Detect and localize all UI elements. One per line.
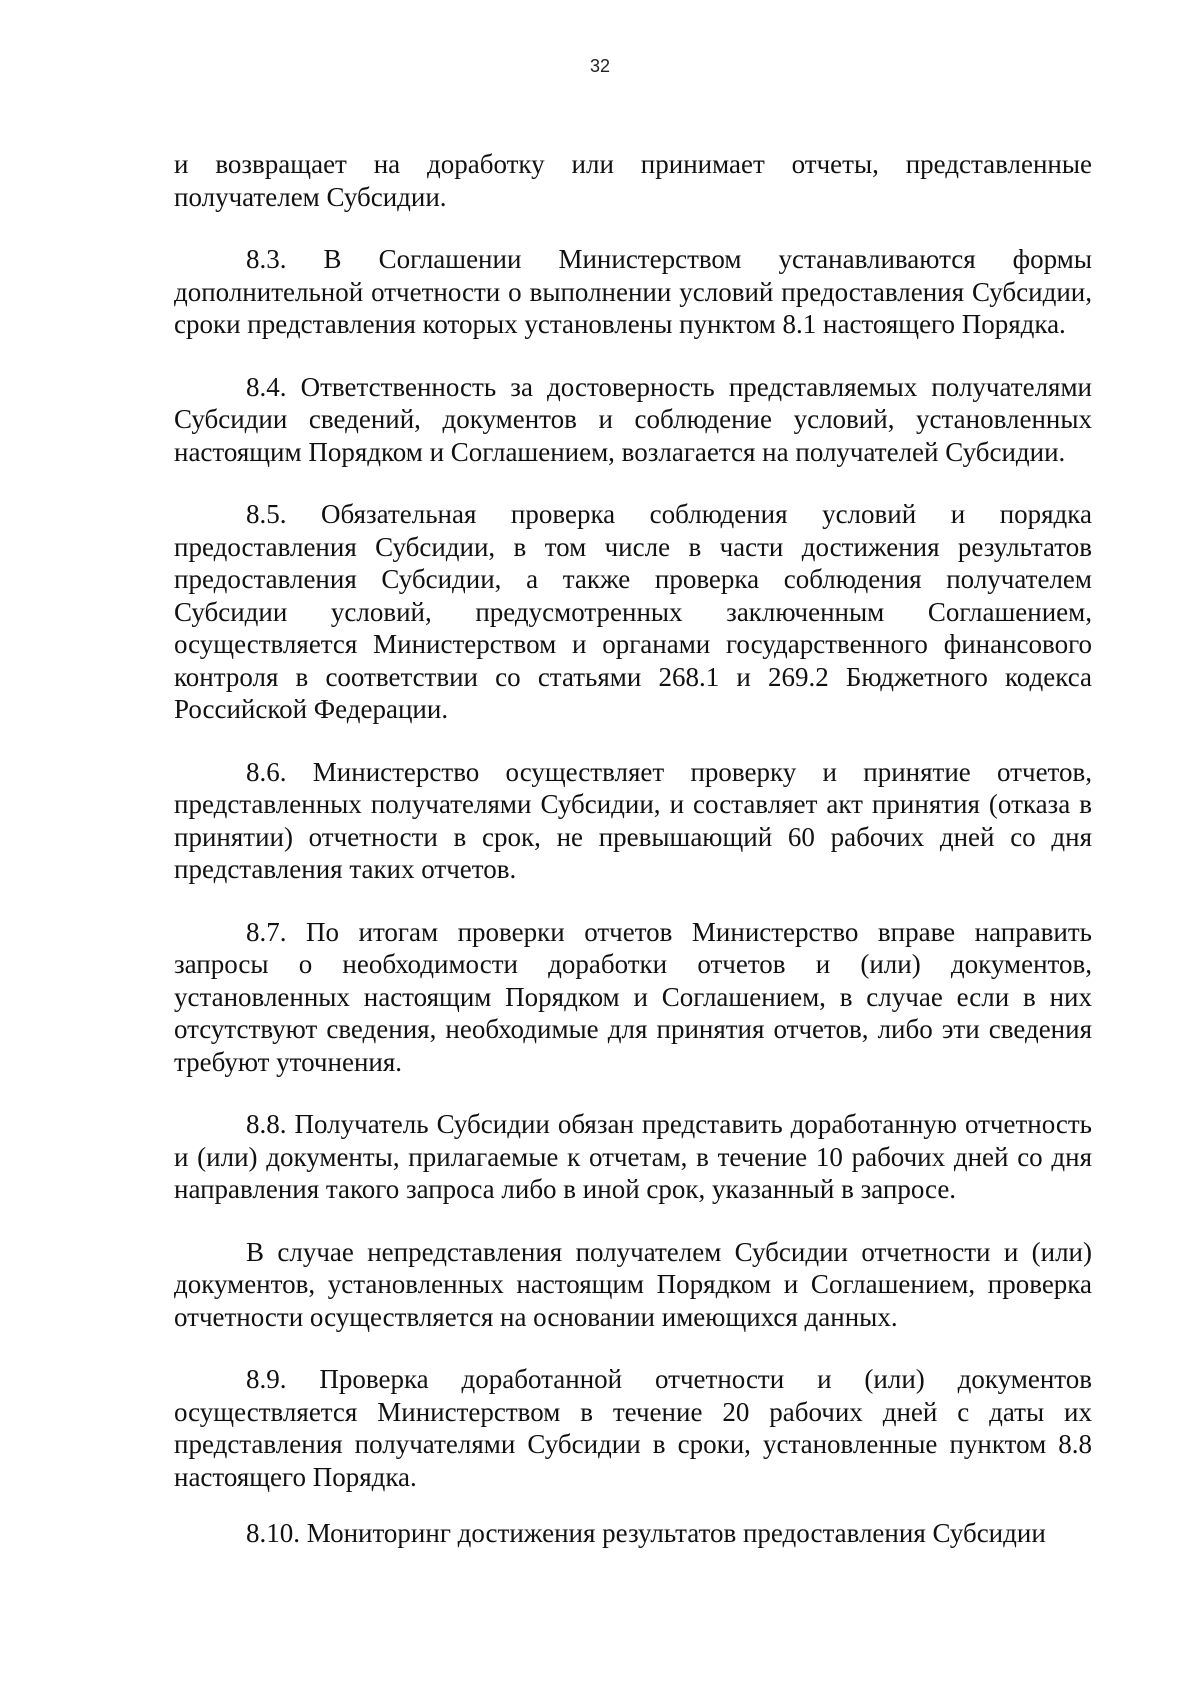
paragraph-8-7: 8.7. По итогам проверки отчетов Министерство вправе направить запросы о необходимости доработки отчетов и (или) документов, установленных настоящим Порядком и Соглашением, в случае если в них отсутствуют сведения, необходимые для принятия отчетов, либо эти сведения требуют уточнения. xyxy=(174,916,1092,1077)
paragraph-8-3: 8.3. В Соглашении Министерством устанавливаются формы дополнительной отчетности о выполнении условий предоставления Субсидии, сроки представления которых установлены пунктом 8.1 настоящего Порядка. xyxy=(174,244,1092,339)
paragraph-8-8: 8.8. Получатель Субсидии обязан представить доработанную отчетность и (или) документы, прилагаемые к отчетам, в течение 10 рабочих дней со дня направления такого запроса либо в иной срок, указанный в запросе. xyxy=(174,1109,1092,1204)
paragraph-8-10: 8.10. Мониторинг достижения результатов предоставления Субсидии xyxy=(246,1518,1046,1548)
paragraph-8-5: 8.5. Обязательная проверка соблюдения условий и порядка предоставления Субсидии, в том числе в части достижения результатов предоставления Субсидии, а также проверка соблюдения получателем Субсидии условий, предусмотренных заключенным Соглашением, осуществляется Министерством и органами государственного финансового контроля в соответствии со статьями 268.1 и 269.2 Бюджетного кодекса Российской Федерации. xyxy=(174,499,1092,724)
paragraph-8-6: 8.6. Министерство осуществляет проверку и принятие отчетов, представленных получателями Субсидии, и составляет акт принятия (отказа в принятии) отчетности в срок, не превышающий 60 рабочих дней со дня представления таких отчетов. xyxy=(174,756,1092,884)
document-body xyxy=(174,148,1092,1550)
paragraph-8-8-nonsubmission: В случае непредставления получателем Субсидии отчетности и (или) документов, установленных настоящим Порядком и Соглашением, проверка отчетности осуществляется на основании имеющихся данных. xyxy=(174,1236,1092,1332)
paragraph-8-4: 8.4. Ответственность за достоверность представляемых получателями Субсидии сведений, документов и соблюдение условий, установленных настоящим Порядком и Соглашением, возлагается на получателей Субсидии. xyxy=(174,371,1092,467)
paragraph-continuation: и возвращает на доработку или принимает отчеты, представленные получателем Субсидии. xyxy=(174,149,1092,212)
page-number: 32 xyxy=(589,56,611,76)
paragraph-8-9: 8.9. Проверка доработанной отчетности и (или) документов осуществляется Министерством в течение 20 рабочих дней с даты их представления получателями Субсидии в сроки, установленные пунктом 8.8 настоящего Порядка. xyxy=(174,1364,1092,1492)
